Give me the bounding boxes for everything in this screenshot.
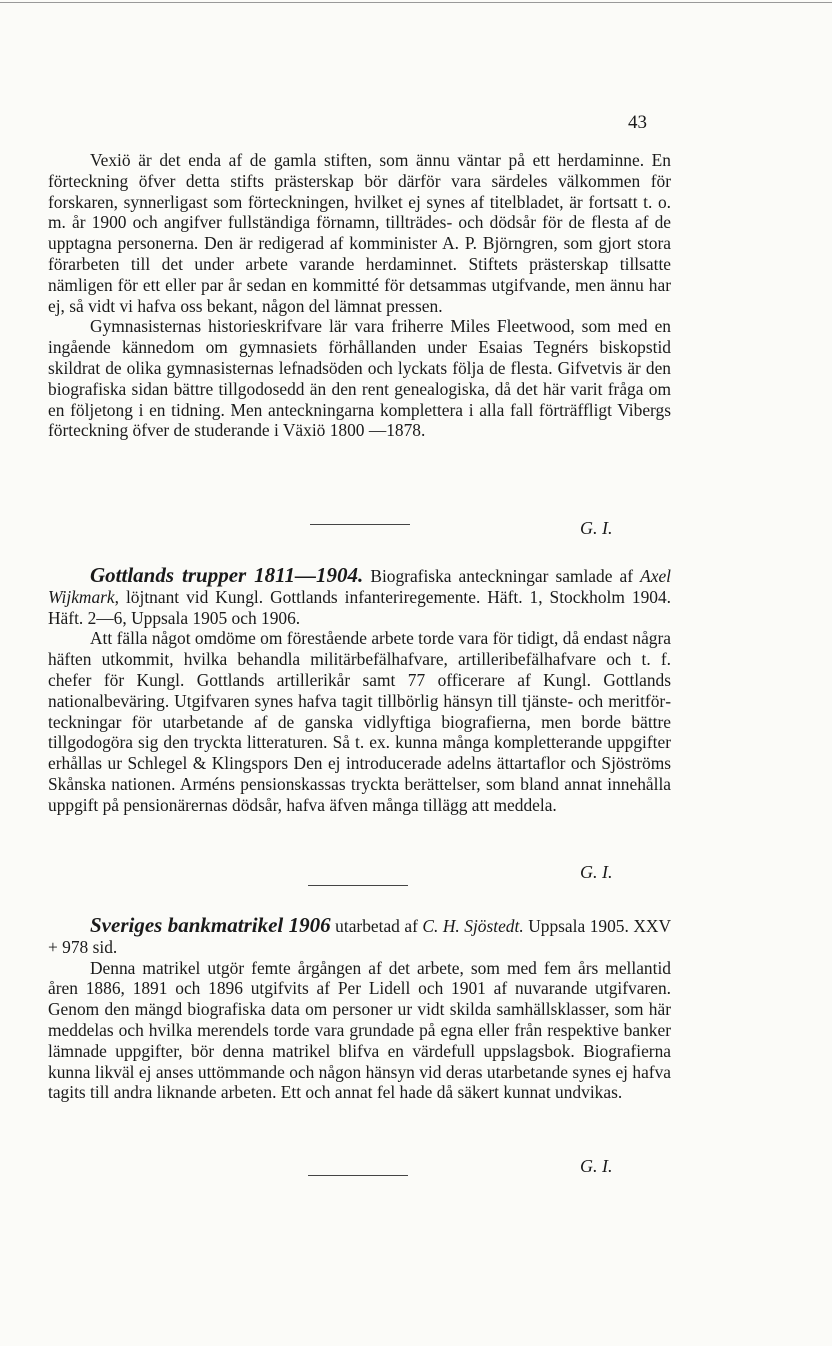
book-author: Axel Wijkmark <box>48 566 672 607</box>
paragraph: Gymnasisternas historieskrifvare lär vara friherre Miles Fleetwood, som med en ingående kännedom om gymnasiets förhållanden under Esaias Tegnérs biskopstid skildrat de olika gymnasisternas lefnadsöden och lyckats följa de flesta. Gifvetvis är den biografiska sidan bättre tillgodosedd än den rent genealogiska, då det här varit fråga om en följetong i en tidning. Men anteckningarna komplettera i alla fall förträffligt Vibergs förteckning öfver de studerande i Växiö 1800 —1878. <box>48 316 671 441</box>
review-bankmatrikel <box>48 915 671 1103</box>
heading-text: utarbetad af <box>330 916 423 936</box>
book-author: C. H. Sjöstedt. <box>422 916 524 936</box>
top-edge-rule <box>0 2 832 3</box>
heading-text: Biografiska anteckningar samlade af <box>363 566 641 586</box>
signature: G. I. <box>580 862 613 882</box>
review-gottlands-trupper <box>48 565 671 816</box>
section-divider <box>308 1175 408 1176</box>
review-heading <box>48 915 671 958</box>
signature: G. I. <box>580 518 613 538</box>
page-number: 43 <box>628 112 647 133</box>
paragraph: Att fälla något omdöme om förestående arbete torde vara för tidigt, då endast några häften utkommit, hvilka behandla militärbefälhafvare, artilleribefälhafvare och t. f. chefer för Kungl. Gottlands artillerikår samt 77 officerare af Kungl. Gottlands nationalbeväring. Utgifvaren synes hafva tagit tillbörlig hänsyn till tjänste- och meritförteckningar för utarbetande af de ganska vidlyftiga biografierna, men borde bättre tillgodogöra sig den tryckta litteraturen. Så t. ex. kunna många kompletterande uppgifter erhållas ur Schlegel & Klingspors Den ej introducerade adelns ättartaflor och Sjöströms Skånska nationen. Arméns pensionskassas tryckta berättelser, som bland annat innehålla uppgift på pensionärernas dödsår, hafva äfven många tillägg att meddela. <box>48 628 671 815</box>
section-divider <box>308 885 408 886</box>
review-heading <box>48 565 671 628</box>
review-vexio <box>48 150 671 441</box>
paragraph: Denna matrikel utgör femte årgången af det arbete, som med fem års mellantid åren 1886, 1891 och 1896 utgifvits af Per Lidell och 1901 af nuvarande utgifvaren. Genom den mängd biografiska data om personer ur vidt skilda samhällsklasser, som här meddelas och hvilka merendels torde vara grundade på egna eller från respektive banker lämnade uppgifter, bör denna matrikel blifva en värdefull uppslagsbok. Biografierna kunna likväl ej anses uttömmande och någon hänsyn vid deras utarbetande synes ej hafva tagits till andra liknande arbeten. Ett och annat fel hade då säkert kunnat undvikas. <box>48 957 671 1103</box>
heading-text: Uppsala 1905. XXV + 978 sid. <box>48 916 672 957</box>
book-title: Sveriges bankmatrikel 1906 <box>90 913 331 937</box>
section-divider <box>310 524 410 525</box>
paragraph: Vexiö är det enda af de gamla stiften, som ännu väntar på ett herdaminne. En förteckning öfver detta stifts prästerskap bör därför vara särdeles välkommen för forskaren, synnerligast som förteckningen, hvilket ej synes af titelbladet, är fortsatt t. o. m. år 1900 och angifver fullständiga förnamn, tillträdes- och dödsår för de flesta af de upptagna personerna. Den är redigerad af komminister A. P. Björngren, som gjort stora förarbeten till det under arbete varande herdaminnet. Stiftets prästerskap tillsatte nämligen för ett eller par år sedan en kommitté för detsammas utgifvande, men ännu har ej, så vidt vi hafva oss bekant, någon del lämnat pressen. <box>48 150 671 316</box>
heading-text: , löjtnant vid Kungl. Gottlands infanteriregemente. Häft. 1, Stockholm 1904. Häft. 2—6, Uppsala 1905 och 1906. <box>48 586 671 628</box>
signature: G. I. <box>580 1156 613 1176</box>
book-title: Gottlands trupper 1811—1904. <box>90 563 364 587</box>
